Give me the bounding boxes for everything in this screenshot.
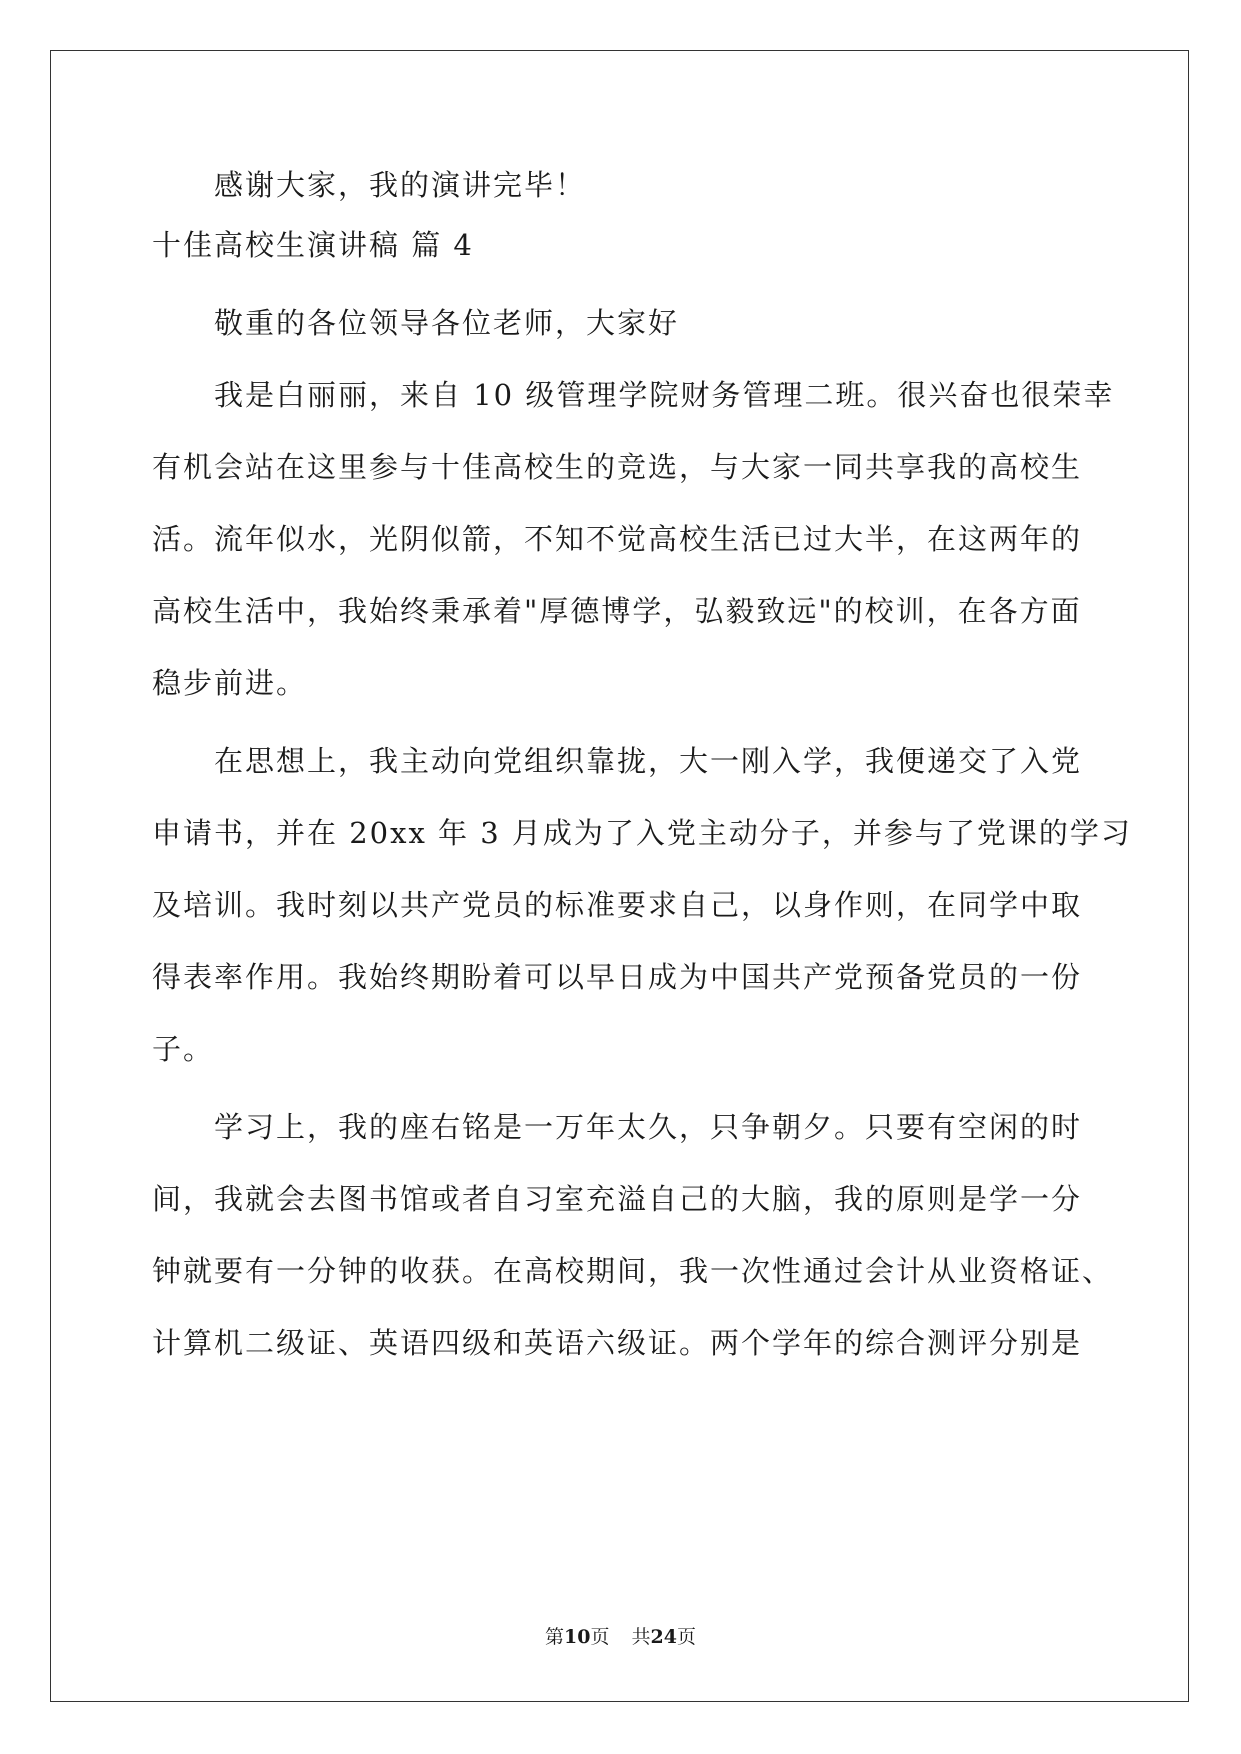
page-footer [0, 1622, 1241, 1649]
current-page-number: 10 [564, 1626, 591, 1648]
text-line: 稳步前进。 [152, 666, 308, 700]
text-line: 及培训。我时刻以共产党员的标准要求自己，以身作则，在同学中取 [152, 888, 1083, 922]
text-line: 敬重的各位领导各位老师，大家好 [214, 306, 680, 340]
text-line: 计算机二级证、英语四级和英语六级证。两个学年的综合测评分别是 [152, 1326, 1083, 1360]
total-page-number: 24 [650, 1626, 677, 1648]
text-line: 申请书，并在 20xx 年 3 月成为了入党主动分子，并参与了党课的学习 [152, 816, 1132, 850]
text-line: 感谢大家，我的演讲完毕！ [214, 168, 587, 202]
text-line: 子。 [152, 1032, 215, 1066]
text-line: 高校生活中，我始终秉承着"厚德博学，弘毅致远"的校训，在各方面 [152, 594, 1082, 628]
text-line: 在思想上，我主动向党组织靠拢，大一刚入学，我便递交了入党 [214, 744, 1083, 778]
text-line: 钟就要有一分钟的收获。在高校期间，我一次性通过会计从业资格证、 [152, 1254, 1114, 1288]
text-line: 我是白丽丽，来自 10 级管理学院财务管理二班。很兴奋也很荣幸 [214, 378, 1115, 412]
page-suffix: 页 [590, 1626, 610, 1648]
text-line: 活。流年似水，光阴似箭，不知不觉高校生活已过大半，在这两年的 [152, 522, 1083, 556]
section-heading: 十佳高校生演讲稿 篇 4 [152, 228, 474, 262]
text-line: 学习上，我的座右铭是一万年太久，只争朝夕。只要有空闲的时 [214, 1110, 1083, 1144]
total-suffix: 页 [676, 1626, 696, 1648]
page-border [50, 50, 1189, 1702]
text-line: 间，我就会去图书馆或者自习室充溢自己的大脑，我的原则是学一分 [152, 1182, 1083, 1216]
text-line: 有机会站在这里参与十佳高校生的竞选，与大家一同共享我的高校生 [152, 450, 1083, 484]
text-line: 得表率作用。我始终期盼着可以早日成为中国共产党预备党员的一份 [152, 960, 1083, 994]
page-prefix: 第 [545, 1626, 565, 1648]
total-prefix: 共 [631, 1626, 651, 1648]
